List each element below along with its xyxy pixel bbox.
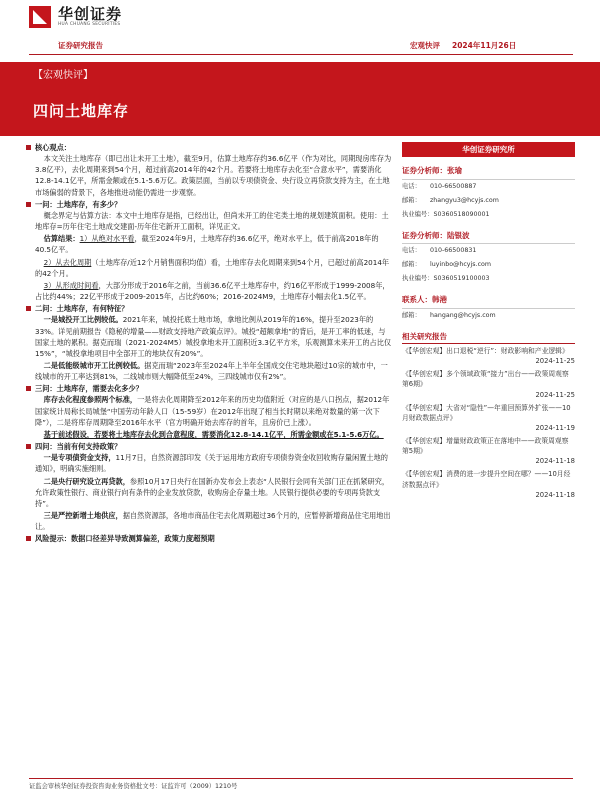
section-q1-title: 一问：土地库存，有多少？: [25, 199, 392, 210]
q4-point-1: 一是专项债资金支持，11月7日，自然资源部印发《关于运用地方政府专项债券资金收回收购存量闲置土地的通知》，明确实施细则。: [35, 453, 388, 474]
banner-category: 【宏观快评】: [33, 70, 93, 81]
sidebar: [402, 142, 575, 323]
page-title: 四问土地库存: [33, 102, 130, 120]
header-divider: [29, 54, 573, 55]
related-report-link[interactable]: 《【华创宏观】增量财政政策正在落地中——政策周观察第5期》: [402, 437, 569, 456]
section-q3-title: 三问：土地库存，需要去化多少？: [25, 383, 392, 394]
report-date: 2024年11月26日: [452, 41, 517, 50]
brand-name: 华创证券: [58, 5, 123, 23]
related-report-date: 2024-11-18: [535, 490, 575, 499]
analyst-phone: 电话： 010-66500887: [402, 182, 477, 190]
report-type: 证券研究报告: [58, 41, 103, 50]
section-q2-title: 二问：土地库存，有何特征？: [25, 303, 392, 314]
q1-result-3: 3）从形成时间看，大部分形成于2016年之前，当前36.6亿平土地库存中，约16亿平形成于1999-2008年，占比约44%；22亿平形成于2009-2015年，占比约60%；2016-2024M9，土地库存小幅去化1.5亿平。: [35, 280, 390, 302]
q2-point-2: 二是低能级城市开工比例较低。据克而瑞“2023年至2024年上半年全国成交住宅地块超过10宗的城市中，一线城市的开工率达到81%，二线城市则大幅降低至24%，三四线城市仅有2%”。: [35, 360, 388, 382]
related-report-date: 2024-11-25: [535, 357, 575, 366]
analyst-name: 证券分析师：张瑜: [402, 166, 462, 175]
footer-divider: [29, 778, 573, 779]
section-core-title: 核心观点：: [25, 142, 392, 153]
brand-logo-icon: [29, 6, 51, 28]
analyst-license: 执业编号：S0360518090001: [402, 210, 490, 218]
analyst-email[interactable]: 邮箱： zhangyu3@hcyjs.com: [402, 196, 499, 204]
report-column: 宏观快评: [410, 41, 440, 50]
related-divider: [402, 343, 575, 344]
footer-license: 证监会审核华创证券投资咨询业务资格批文号：证监许可（2009）1210号: [29, 783, 238, 790]
related-report-date: 2024-11-18: [535, 457, 575, 466]
related-report-date: 2024-11-19: [535, 424, 575, 433]
brand-name-en: HUA CHUANG SECURITIES: [58, 22, 121, 27]
main-content: [25, 142, 392, 544]
analyst-license: 执业编号：S0360519100003: [402, 275, 490, 283]
q1-result-2: 2）从去化周期（土地库存/近12个月销售面积均值）看，土地库存去化周期来到54个月，已超过前高2014年的42个月。: [35, 257, 390, 278]
risk-warning: 风险提示：数据口径差异导致测算偏差，政策力度超预期: [25, 533, 392, 544]
analyst-phone: 电话： 010-66500831: [402, 247, 477, 255]
related-report-link[interactable]: 《【华创宏观】多个领域政策“接力”出台——政策周观察第6期》: [402, 370, 569, 389]
related-reports-title: 相关研究报告: [402, 332, 447, 341]
q3-conclusion: 基于前述假设，若要将土地库存去化到合意程度，需要消化12.8-14.1亿平，所需金额或在5.1-5.6万亿。: [43, 429, 384, 439]
header-meta: [410, 40, 516, 52]
section-core-text: 本文关注土地库存（即已出让未开工土地），截至9月，估算土地库存约36.6亿平（作为对比，同期现房库存为3.8亿平），去化周期来到54个月，超过前高2014年的42个月。若要将土地库存去化至“合意水平”，需要消化12.8-14.1亿平，所需金额或在5.1-5.6万亿。政策层面，当前以专项债资金、央行设立再贷款支持为主，在土地市场偏弱的背景下，各地推进动能仍需进一步观察。: [35, 154, 392, 197]
q4-point-3: 三是严控新增土地供应，据自然资源部，各地市商品住宅去化周期超过36个月的，应暂停新增商品住宅用地出让。: [35, 511, 391, 532]
q4-point-2: 二是央行研究设立再贷款，参照10月17日央行在国新办发布会上表态“人民银行会同有关部门正在抓紧研究，允许政策性银行、商业银行向有条件的企业发放贷款，收购房企存量土地。人民银行提供必要的专项再贷款支持”。: [35, 476, 390, 508]
related-report-link[interactable]: 《【华创宏观】出口退税“逆行”：财政影响和产业逻辑》: [402, 347, 569, 355]
org-name: 华创证券研究所: [402, 142, 575, 157]
related-report-link[interactable]: 《【华创宏观】消费的进一步提升空间在哪？——10月经济数据点评》: [402, 470, 571, 489]
contact-person: 联系人：韩港: [402, 295, 447, 305]
analyst-email[interactable]: 邮箱： luyinbo@hcyjs.com: [402, 261, 492, 269]
related-reports-list: [402, 346, 575, 503]
q2-point-1: 一是城投开工比例较低。2021年来，城投托底土地市场，拿地比例从2019年的16%，提升至2023年的33%。详见前期报告《隐秘的增量——财政支持地产政策点评》。城投“超额拿地”的背后，是开工率的低迷，与国家土地的累积。据克而瑞（2021-2024M5）城投拿地未开工面积近3.3亿平方米，乐观测算未来开工的占比仅15%”，“城投拿地项目中全部开工的地块仅有20%”。: [35, 315, 392, 358]
q1-method-text: 概念界定与估算方法：本文中土地库存是指，已经出让，但尚未开工的住宅类土地的规划建筑面积。使用：土地库存=历年住宅土地成交建面-历年住宅新开工面积，详见正文。: [35, 210, 389, 232]
contact-email[interactable]: 邮箱： hangang@hcyjs.com: [402, 311, 496, 319]
section-q4-title: 四问：当前有何支持政策？: [25, 441, 392, 452]
analyst-name: 证券分析师：陆银波: [402, 230, 470, 240]
related-report-link[interactable]: 《【华创宏观】大省对“隐性”—年重回预算外扩张——10月财政数据点评》: [402, 403, 571, 422]
q1-result-1: 估算结果：1）从绝对水平看，截至2024年9月，土地库存约36.6亿平，绝对水平上，低于前高2018年的40.5亿平。: [35, 234, 379, 255]
related-report-date: 2024-11-25: [535, 390, 575, 399]
q3-point-1: 库存去化程度参照两个标准，一是将去化周期降至2012年来的历史均值附近（对应的是八口拐点，据2012年国家统计局称长局城堡“中国劳动年龄人口（15-59岁）在2012年出现了相当长时期以来绝对数量的第一次下降”），二是将库存周期降至2016年水平（官方明确开始去库存的首年，且房价已上涨）。: [35, 395, 390, 427]
